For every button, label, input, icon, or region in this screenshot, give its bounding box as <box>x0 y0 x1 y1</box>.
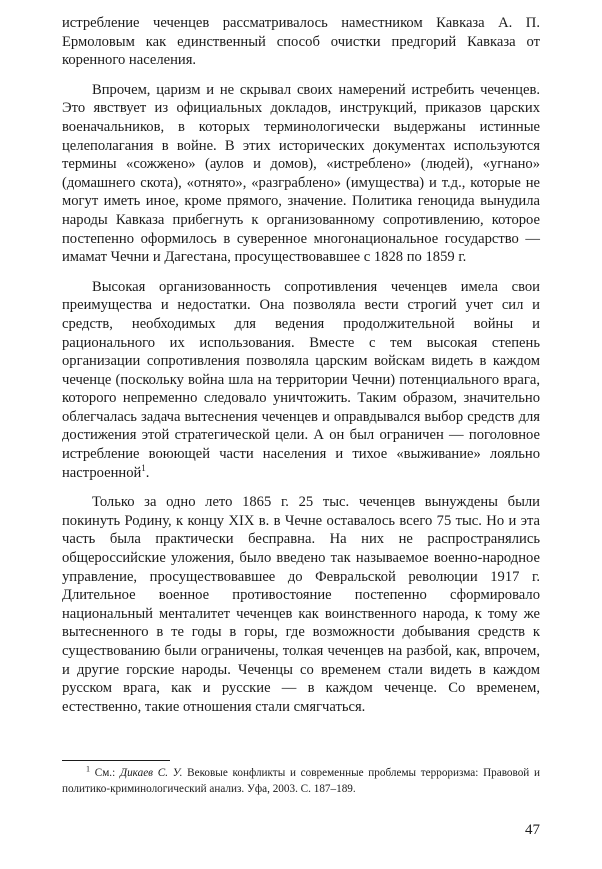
footnote-reference[interactable]: 1 <box>141 462 146 473</box>
paragraph-4: Только за одно лето 1865 г. 25 тыс. чеченцев вынуждены были покинуть Родину, к концу XIX в. в Чечне оставалось всего 75 тыс. Но и эта часть была практически бесправна. На них не распространялись общероссийские уложения, было введено так называемое военно-народное управление, просуществовавшее до Февральской революции 1917 г. Длительное военное противостояние постепенно сформировало национальный менталитет чеченцев как воинственного народа, к тому же вытесненного в те годы в горы, где возможности добывания средств к существованию были ограничены, толкая чеченцев на разбой, как, впрочем, и другие горские народы. Чеченцы со временем стали видеть в каждом русском врага, как и русские — в каждом чеченце. Со временем, естественно, такие отношения стали смягчаться. <box>62 494 540 715</box>
footnote <box>62 766 540 797</box>
paragraph-3-text: Высокая организованность сопротивления чеченцев имела свои преимущества и недостатки. Она позволяла вести строгий учет сил и средств, необходимых для ведения продолжительной войны и рационального их использования. Вместе с тем высокая степень организации сопротивления позволяла царским войскам видеть в каждом чеченце (поскольку война шла на территории Чечни) потенциального врага, которого непременно следовало уничтожить. Таким образом, значительно облегчалась задача вытеснения чеченцев и оправдывался выбор средств для достижения этой стратегической цели. А он был ограничен — поголовное истребление воюющей части населения и тихое «выживание» лояльно настроенной <box>62 278 540 481</box>
footnote-prefix: См.: <box>94 767 116 779</box>
paragraph-3: Высокая организованность сопротивления чеченцев имела свои преимущества и недостатки. Она позволяла вести строгий учет сил и средств, необходимых для ведения продолжительной войны и рационального их использования. Вместе с тем высокая степень организации сопротивления позволяла царским войскам видеть в каждом чеченце (поскольку война шла на территории Чечни) потенциального врага, которого непременно следовало уничтожить. Таким образом, значительно облегчалась задача вытеснения чеченцев и оправдывался выбор средств для достижения этой стратегической цели. А он был ограничен — поголовное истребление воюющей части населения и тихое «выживание» лояльно настроенной$^1$. <box>62 278 540 481</box>
body-text <box>62 14 540 716</box>
paragraph-2: Впрочем, царизм и не скрывал своих намерений истребить чеченцев. Это явствует из официальных докладов, инструкций, приказов царских военачальников, в которых терминологически выдержаны истинные целеполагания в войне. В этих исторических документах используются термины «сожжено» (аулов и домов), «истреблено» (людей), «угнано» (домашнего скота), «отнято», «разграблено» (имущества) и т.д., которые не могут иметь иное, кроме прямого, значение. Политика геноцида вынудила народы Кавказа прибегнуть к организованному сопротивлению, которое постепенно оформилось в суверенное многонациональное государство — имамат Чечни и Дагестана, просуществовавшее с 1828 по 1859 г. <box>62 81 540 266</box>
footnote-author: Дикаев С. У. <box>119 767 183 779</box>
footnote-citation: Вековые конфликты и современные проблемы терроризма: Правовой и политико-криминологический анализ. Уфа, 2003. С. 187–189. <box>62 767 541 795</box>
paragraph-1: истребление чеченцев рассматривалось наместником Кавказа А. П. Ермоловым как единственный способ очистки предгорий Кавказа от коренного населения. <box>62 15 540 69</box>
page-number: 47 <box>525 822 540 838</box>
footnote-divider <box>62 760 170 761</box>
footnote-marker: 1 <box>86 764 90 774</box>
